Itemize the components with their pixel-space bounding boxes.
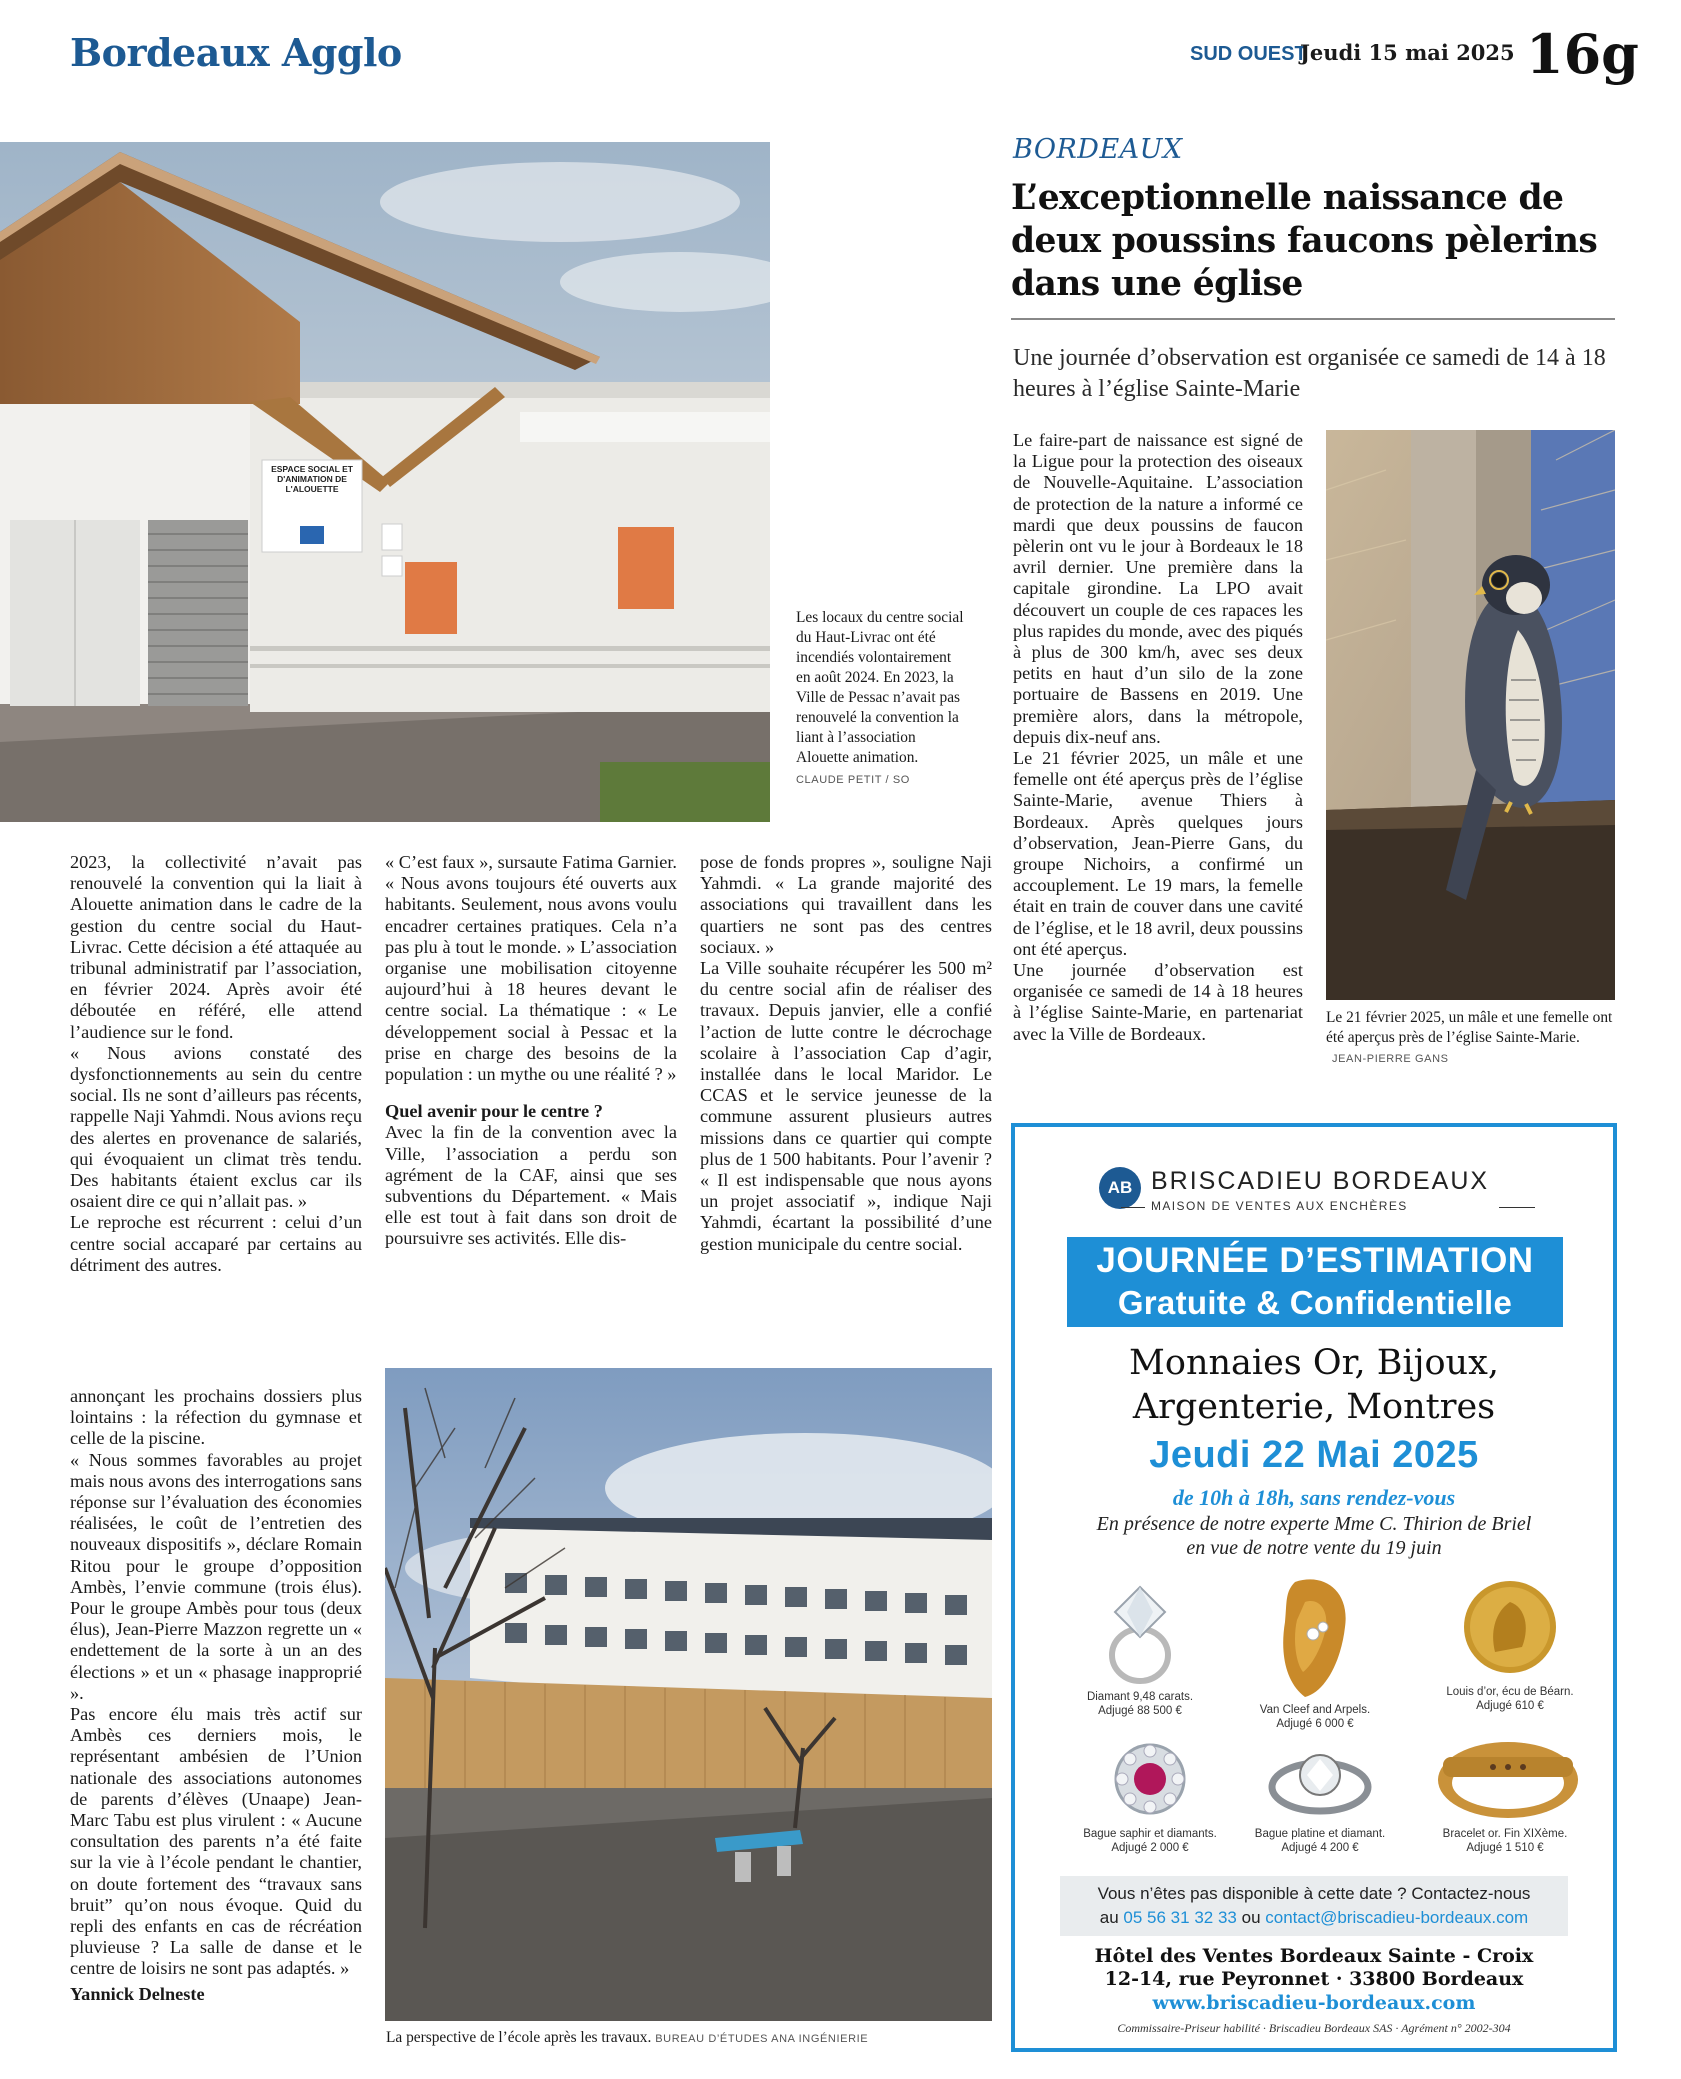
photo-caption-falcon [1326,1008,1616,1069]
items-line: Monnaies Or, Bijoux, [1129,1343,1499,1383]
briscadieu-logo: AB [1099,1167,1141,1209]
article-body [1013,430,1303,1045]
story1-column-1 [70,852,362,1276]
subheading: Quel avenir pour le centre ? [385,1101,603,1122]
phone-number[interactable]: 05 56 31 32 33 [1123,1908,1237,1927]
ad-legal-notice: Commissaire-Priseur habilité · Briscadieu Bordeaux SAS · Agrément n° 2002-304 [1117,2021,1511,2035]
photo-school [385,1368,992,2021]
lot-label: Diamant 9,48 carats. [1086,1691,1194,1703]
address-line: 12-14, rue Peyronnet · 33800 Bordeaux [1104,1968,1524,1990]
article-standfirst: Une journée d’observation est organisée ce samedi de 14 à 18 heures à l’église Sainte-Marie [1013,345,1606,402]
photo-falcon [1326,430,1615,1000]
article-kicker: BORDEAUX [1013,134,1183,165]
lot-caption [1055,1690,1225,1718]
ad-items [1015,1341,1613,1429]
gold-coin-image [1460,1577,1560,1677]
ad-expert [1015,1512,1613,1560]
expert-line: en vue de notre vente du 19 juin [1186,1537,1442,1559]
ad-brand [1151,1167,1489,1196]
lot-price: Adjugé 2 000 € [1111,1842,1189,1854]
diamond-ring-image [1095,1577,1185,1687]
tagline-rule-left [1121,1207,1145,1208]
photo-social-centre [0,142,770,822]
issue-date: Jeudi 15 mai 2025 [1300,40,1515,65]
gold-brooch-image [1265,1572,1365,1702]
items-line: Argenterie, Montres [1132,1387,1496,1427]
page-number: 16g [1526,22,1639,86]
lot-label: Bague platine et diamant. [1254,1828,1386,1840]
newspaper-name: SUD OUEST [1190,43,1307,65]
lot-caption [1230,1703,1400,1731]
ad-banner [1067,1237,1563,1327]
photo-caption-school [386,2028,1006,2049]
paragraph: Le 21 février 2025, un mâle et une femelle ont été aperçus près de l’église Sainte-Marie, avenue Thiers à Bordeaux. Après quelques jours d’observation, Jean-Pierre Gans, du groupe Nichoirs, a confirmé un accouplement. Le 19 mars, la femelle était en train de couver dans une cavité de l’église, et le 18 avril, deux poussins ont été aperçus. [1013,748,1303,959]
caption-text: Les locaux du centre social du Haut-Livrac ont été incendiés volontairement en août 2024. En 2023, la Ville de Pessac n’avait pas renouvelé la convention la liant à l’association Alouette animation. [796,609,964,766]
paragraph: annonçant les prochains dossiers plus lointains : la réfection du gymnase et celle de la piscine. [70,1386,362,1449]
story2-column [70,1386,362,2005]
lot-label: Bague saphir et diamants. [1083,1828,1217,1840]
paragraph: « C’est faux », sursaute Fatima Garnier. « Nous avons toujours été ouverts aux habitants. Seulement, nous avons voulu encadrer certaines pratiques. Cela n’a pas plu à tout le monde. » L’association organise une mobilisation citoyenne aujourd’hui à 18 heures devant le centre social. La thématique : « Le développement social à Pessac et la prise en charge des besoins de la population : un mythe ou une réalité ? » [385,852,677,1085]
ad-address [1015,1945,1613,1991]
headline-rule [1011,318,1615,320]
tagline-rule-right [1499,1207,1535,1208]
lot-caption [1420,1827,1590,1855]
photo-caption-social-centre [796,608,966,790]
photo-credit: JEAN-PIERRE GANS [1332,1053,1449,1065]
lot-caption [1065,1827,1235,1855]
lot-price: Adjugé 4 200 € [1281,1842,1359,1854]
contact-text: ou [1241,1908,1261,1927]
brand-name: BRISCADIEU [1151,1167,1324,1195]
lot-caption [1235,1827,1405,1855]
ad-contact-box [1060,1876,1568,1936]
paragraph: Le reproche est récurrent : celui d’un centre social accaparé par certains au détriment des autres. [70,1212,362,1275]
section-title: Bordeaux Agglo [70,30,402,75]
lot-caption [1425,1685,1595,1713]
story1-column-3 [700,852,992,1255]
paragraph: Avec la fin de la convention avec la Ville, l’association a perdu son agrément de la CAF, ainsi que ses subventions du Département. « Mais elle est tout à fait dans son droit de poursuivre ses activités. Elle dis- [385,1122,677,1249]
platinum-ring-image [1265,1745,1375,1820]
paragraph: Une journée d’observation est organisée ce samedi de 14 à 18 heures à l’église Sainte-Marie, en partenariat avec la Ville de Bordeaux. [1013,960,1303,1044]
paragraph: La Ville souhaite récupérer les 500 m² du centre social afin de réaliser des travaux. Depuis janvier, elle a confié l’action de lutte contre le décrochage scolaire à l’association Cap d’agir, installée dans le local Maridor. Le CCAS et le service jeunesse de la commune assurent plusieurs autres missions dans ce quartier qui compte plus de 1 500 habitants. Pour l’avenir ? « Il est indispensable que nous ayons un projet associatif », indique Naji Yahmdi, écartant la possibilité d’une gestion municipale du centre social. [700,958,992,1254]
address-line: Hôtel des Ventes Bordeaux Sainte - Croix [1094,1945,1534,1967]
expert-line: En présence de notre experte Mme C. Thirion de Briel [1096,1513,1532,1535]
contact-line [1060,1906,1568,1930]
website-link[interactable]: www.briscadieu-bordeaux.com [1152,1992,1476,2014]
author-signature: Yannick Delneste [70,1983,205,2004]
contact-text: au [1099,1908,1119,1927]
ad-tagline: MAISON DE VENTES AUX ENCHÈRES [1151,1199,1408,1213]
lot-label: Louis d’or, écu de Béarn. [1446,1686,1574,1698]
banner-title: JOURNÉE D’ESTIMATION [1096,1241,1534,1280]
photo-sign-text: ESPACE SOCIAL ET D'ANIMATION DE L'ALOUETTE [271,464,353,494]
caption-text: La perspective de l’école après les travaux. [386,2029,652,2046]
gold-bracelet-image [1433,1735,1583,1825]
lot-price: Adjugé 88 500 € [1098,1705,1182,1717]
photo-credit: CLAUDE PETIT / SO [796,774,910,786]
banner-subtitle: Gratuite & Confidentielle [1117,1284,1513,1321]
story1-column-2 [385,852,677,1250]
sapphire-ring-image [1110,1739,1190,1819]
photo-credit: BUREAU D’ÉTUDES ANA INGÉNIERIE [655,2033,869,2045]
lot-label: Van Cleef and Arpels. [1259,1704,1371,1716]
caption-text: Le 21 février 2025, un mâle et une femelle ont été aperçus près de l’église Sainte-Marie. [1326,1009,1613,1046]
paragraph: pose de fonds propres », souligne Naji Yahmdi. « La grande majorité des associations qui travaillent dans les quartiers ne sont pas des centres sociaux. » [700,852,992,957]
lot-price: Adjugé 6 000 € [1276,1718,1354,1730]
contact-line: Vous n’êtes pas disponible à cette date ? Contactez-nous [1097,1884,1531,1903]
paragraph: « Nous avions constaté des dysfonctionnements au sein du centre social. Ils ne sont d’ailleurs pas récents, rappelle Naji Yahmdi. Nous avions reçu des alertes en provenance de salariés, qui évoquaient un climat très tendu. Des habitants étaient exclus car ils osaient dire ce qui n’allait pas. » [70,1042,362,1212]
ad-hours: de 10h à 18h, sans rendez-vous [1172,1485,1456,1510]
ad-date: Jeudi 22 Mai 2025 [1149,1434,1479,1476]
lot-price: Adjugé 1 510 € [1466,1842,1544,1854]
lot-label: Bracelet or. Fin XIXème. [1442,1828,1568,1840]
paragraph: « Nous sommes favorables au projet mais nous avons des interrogations sans réponse sur l’évaluation des économies réalisées, le coût de l’entretien des nouveaux dispositifs », déclare Romain Ritou pour le groupe d’opposition Ambès, l’envie commune (trois élus). Pour le groupe Ambès pour tous (deux élus), Jean-Pierre Mazzon regrette un « endettement de la sorte à un an des élections » et un « phasage inapproprié ». [70,1449,362,1703]
paragraph: Le faire-part de naissance est signé de la Ligue pour la protection des oiseaux de Nouvelle-Aquitaine. L’association de protection de la nature a informé ce mardi que deux poussins de faucon pèlerin ont vu le jour à Bordeaux le 18 avril dernier. Une première dans la capitale girondine. La LPO avait découvert un couple de ces rapaces les plus rapides du monde, avec des piqués à plus de 300 km/h, avec ses deux petits en haut d’un silo de la zone portuaire de Bassens en 2019. Une première alors, dans la métropole, depuis dix-neuf ans. [1013,430,1303,747]
brand-city: BORDEAUX [1332,1167,1490,1195]
paragraph: 2023, la collectivité n’avait pas renouvelé la convention qui la liait à Alouette animation dans le cadre de la gestion du centre social du Haut-Livrac. Cette décision a été attaquée au tribunal administratif par l’association, en février 2024. Après avoir été déboutée en référé, elle attend l’audience sur le fond. [70,852,362,1042]
email-link[interactable]: contact@briscadieu-bordeaux.com [1265,1908,1529,1927]
article-headline: L’exceptionnelle naissance de deux poussins faucons pèlerins dans une église [1011,178,1598,304]
lot-price: Adjugé 610 € [1476,1700,1544,1712]
advertisement-briscadieu [1011,1123,1617,2052]
paragraph: Pas encore élu mais très actif sur Ambès ces derniers mois, le représentant ambésien de l’Union nationale des associations autonomes de parents d’élèves (Unaape) Jean-Marc Tabu est plus virulent : « Aucune consultation des parents n’a été faite sur la vie à l’école pendant le chantier, on doute fortement des “travaux sans bruit” qu’on nous évoque. Quid du repli des enfants en cas de récréation pluvieuse ? La salle de danse et le centre de loisirs ne sont pas adaptés. » [70,1704,362,1979]
